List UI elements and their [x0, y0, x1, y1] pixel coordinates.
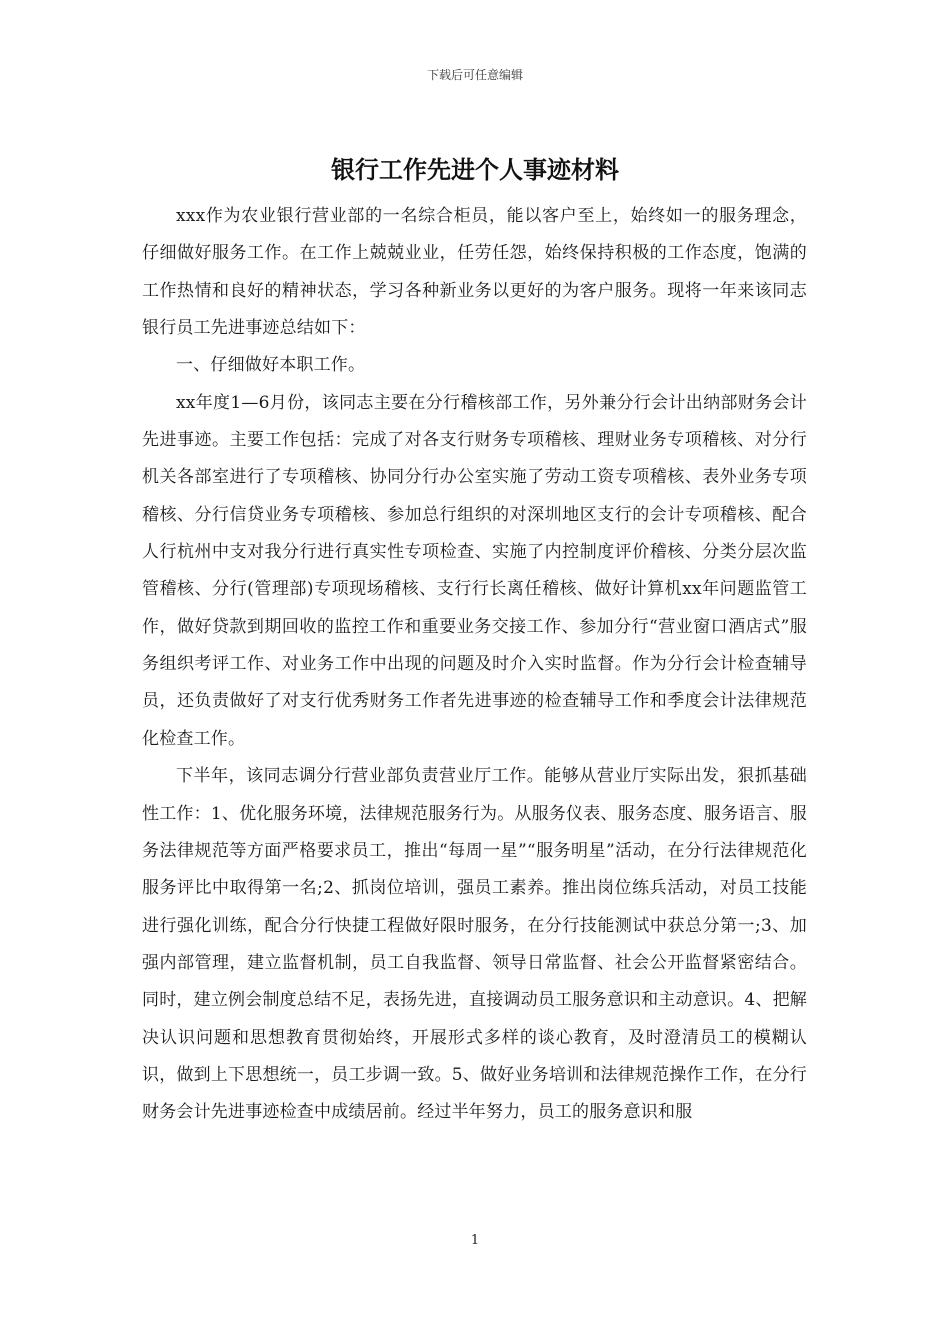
paragraph-second-half-year: 下半年，该同志调分行营业部负责营业厅工作。能够从营业厅实际出发，狠抓基础性工作：1、优化服务环境，法律规范服务行为。从服务仪表、服务态度、服务语言、服务法律规范等方面严格要求员工，推出“每周一星”“服务明星”活动，在分行法律规范化服务评比中取得第一名;2、抓岗位培训，强员工素养。推出岗位练兵活动，对员工技能进行强化训练，配合分行快捷工程做好限时服务，在分行技能测试中获总分第一;3、加强内部管理，建立监督机制，员工自我监督、领导日常监督、社会公开监督紧密结合。同时，建立例会制度总结不足，表扬先进，直接调动员工服务意识和主动意识。4、把解决认识问题和思想教育贯彻始终，开展形式多样的谈心教育，及时澄清员工的模糊认识，做到上下思想统一，员工步调一致。5、做好业务培训和法律规范操作工作，在分行财务会计先进事迹检查中成绩居前。经过半年努力，员工的服务意识和服: [142, 766, 807, 1123]
document-title: 银行工作先进个人事迹材料: [331, 155, 619, 184]
page-number: 1: [470, 1233, 480, 1248]
paragraph-intro: xxx作为农业银行营业部的一名综合柜员，能以客户至上，始终如一的服务理念，仔细做好服务工作。在工作上兢兢业业，任劳任怨，始终保持积极的工作态度，饱满的工作热情和良好的精神状态，学习各种新业务以更好的为客户服务。现将一年来该同志银行员工先进事迹总结如下：: [142, 206, 807, 339]
document-body: [142, 198, 807, 1132]
section-heading-1: 一、仔细做好本职工作。: [176, 355, 366, 376]
page-header: 下载后可任意编辑: [426, 68, 523, 82]
paragraph-first-half-year: xx年度1—6月份，该同志主要在分行稽核部工作，另外兼分行会计出纳部财务会计先进事迹。主要工作包括：完成了对各支行财务专项稽核、理财业务专项稽核、对分行机关各部室进行了专项稽核、协同分行办公室实施了劳动工资专项稽核、表外业务专项稽核、分行信贷业务专项稽核、参加总行组织的对深圳地区支行的会计专项稽核、配合人行杭州中支对我分行进行真实性专项检查、实施了内控制度评价稽核、分类分层次监管稽核、分行(管理部)专项现场稽核、支行行长离任稽核、做好计算机xx年问题监管工作，做好贷款到期回收的监控工作和重要业务交接工作、参加分行“营业窗口酒店式”服务组织考评工作、对业务工作中出现的问题及时介入实时监督。作为分行会计检查辅导员，还负责做好了对支行优秀财务工作者先进事迹的检查辅导工作和季度会计法律规范化检查工作。: [142, 392, 807, 749]
